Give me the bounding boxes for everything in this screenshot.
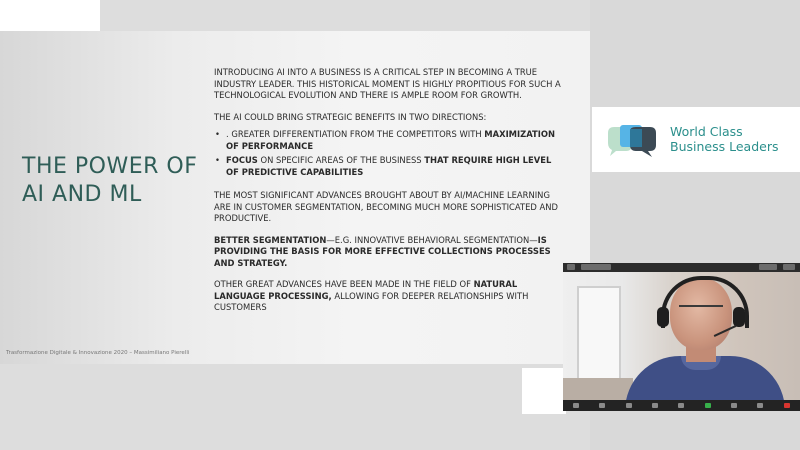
- directions-heading: THE AI COULD BRING STRATEGIC BENEFITS IN TWO DIRECTIONS:: [214, 111, 487, 122]
- bullet-bold: MAXIMIZATION OF PERFORMANCE: [226, 129, 555, 151]
- speech-bubbles-icon: [606, 123, 658, 159]
- share-screen-button[interactable]: [705, 403, 711, 408]
- presentation-slide: [0, 31, 590, 364]
- video-feed: [563, 272, 800, 400]
- white-strip: [522, 368, 566, 414]
- video-topbar: [563, 263, 800, 272]
- video-title-label: [581, 264, 611, 270]
- nlp-text: ALLOWING FOR DEEPER RELATIONSHIPS WITH CUSTOMERS: [214, 290, 529, 312]
- brand-line-2: Business Leaders: [670, 139, 779, 154]
- camera-button[interactable]: [599, 403, 605, 408]
- reactions-button[interactable]: [757, 403, 763, 408]
- record-button[interactable]: [731, 403, 737, 408]
- intro-paragraph: INTRODUCING AI INTO A BUSINESS IS A CRITICAL STEP IN BECOMING A TRUE INDUSTRY LEADER. THIS HISTORICAL MOMENT IS HIGHLY PROPITIOUS FOR SUCH A TECHNOLOGICAL EVOLUTION AND THERE IS AMPLE ROOM FOR GROWTH.: [214, 67, 561, 100]
- slide-body: [214, 67, 564, 324]
- slide-title: THE POWER OF AI AND ML: [22, 154, 198, 207]
- brand-name: [670, 124, 778, 154]
- slide-footer: Trasformazione Digitale & Innovazione 2020 – Massimiliano Pierelli: [6, 350, 190, 356]
- segmentation-paragraph: [214, 235, 564, 270]
- segmentation-bold: BETTER SEGMENTATION: [214, 234, 327, 245]
- mute-button[interactable]: [573, 403, 579, 408]
- background-window: [577, 286, 621, 390]
- video-status-icon: [567, 264, 575, 270]
- headset-ear-left: [657, 307, 669, 327]
- bullet-text: ON SPECIFIC AREAS OF THE BUSINESS: [257, 155, 425, 165]
- nlp-paragraph: [214, 279, 564, 314]
- participants-button[interactable]: [652, 403, 658, 408]
- segmentation-bold: IS PROVIDING THE BASIS FOR MORE EFFECTIVE COLLECTIONS PROCESSES AND STRATEGY.: [214, 234, 551, 268]
- fullscreen-icon[interactable]: [783, 264, 795, 270]
- bullet-bold: FOCUS: [226, 155, 258, 165]
- background-shelf: [563, 378, 633, 400]
- nlp-text: OTHER GREAT ADVANCES HAVE BEEN MADE IN THE FIELD OF: [214, 279, 474, 289]
- chat-button[interactable]: [678, 403, 684, 408]
- list-item: [214, 155, 564, 178]
- bullet-text: . GREATER DIFFERENTIATION FROM THE COMPETITORS WITH: [226, 129, 485, 139]
- bullet-bold: THAT REQUIRE HIGH LEVEL OF PREDICTIVE CAPABILITIES: [226, 155, 552, 177]
- segmentation-text: —E.G. INNOVATIVE BEHAVIORAL SEGMENTATION—: [326, 234, 538, 245]
- video-view-label[interactable]: [759, 264, 777, 270]
- security-button[interactable]: [626, 403, 632, 408]
- brand-line-1: World Class: [670, 124, 743, 139]
- advances-paragraph: THE MOST SIGNIFICANT ADVANCES BROUGHT ABOUT BY AI/MACHINE LEARNING ARE IN CUSTOMER SEGMENTATION, BECOMING MUCH MORE SOPHISTICATED AND PRODUCTIVE.: [214, 190, 558, 223]
- brand-card: [592, 107, 800, 172]
- participant-video[interactable]: [563, 263, 800, 411]
- end-call-button[interactable]: [784, 403, 790, 408]
- benefits-list: [214, 129, 564, 178]
- nlp-bold: NATURAL LANGUAGE PROCESSING,: [214, 279, 518, 301]
- meeting-toolbar: [563, 400, 800, 411]
- list-item: [214, 129, 564, 152]
